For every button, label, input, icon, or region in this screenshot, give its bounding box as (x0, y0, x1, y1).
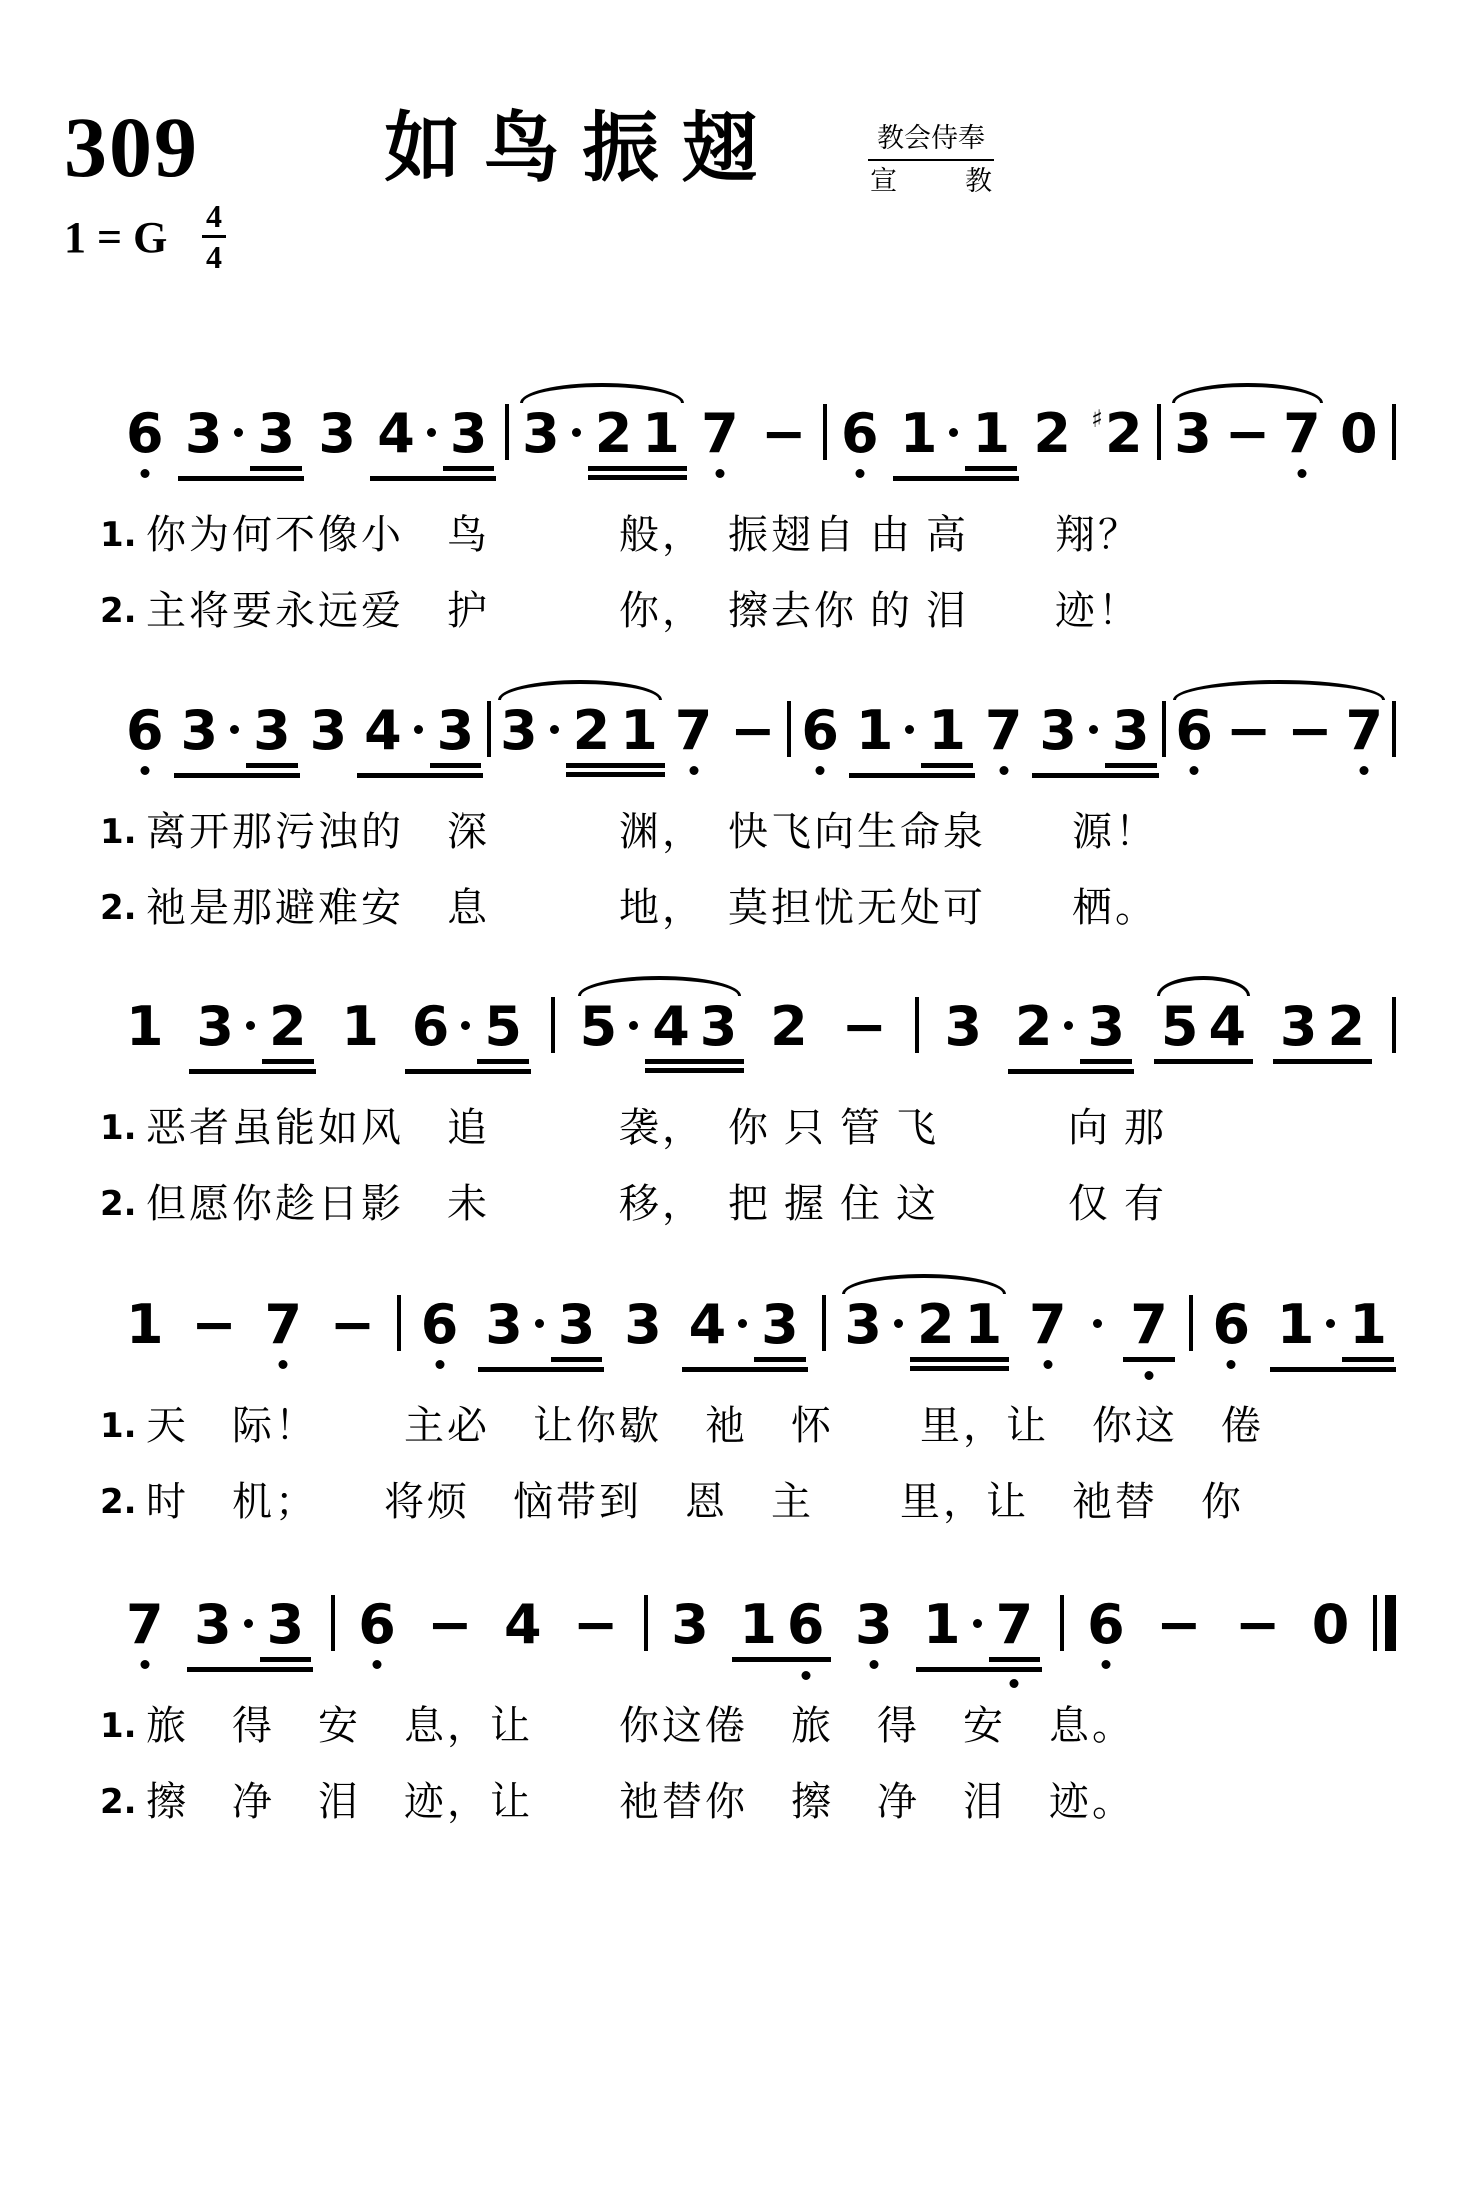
note-3: 3 (253, 699, 291, 762)
note-3: 3 (266, 1593, 305, 1656)
note-3: 3 (180, 699, 219, 762)
note-5: 5 (484, 995, 522, 1058)
barline (505, 404, 509, 460)
lyric-text: 但愿你趁日影 未 移， 把 握 住 这 仅 有 (146, 1181, 1167, 1226)
lyric-line-verse-1 (96, 1103, 1400, 1153)
beam-group (1342, 1293, 1394, 1362)
barline (915, 997, 919, 1053)
beam-group (246, 699, 298, 768)
slur-group (1170, 699, 1388, 762)
beam-group (732, 1593, 831, 1662)
beam-group (965, 402, 1017, 471)
category-label (868, 122, 994, 199)
beam-group (682, 1293, 808, 1372)
note-0: 0 (1311, 1593, 1350, 1656)
lyric-text: 旅 得 安 息，让 你这倦 旅 得 安 息。 (146, 1703, 1135, 1748)
note-7: 7 (1130, 1293, 1168, 1356)
note-7: 7 (1028, 1293, 1067, 1356)
note-1: 1 (341, 995, 379, 1058)
category-bottom-left: 宣 (870, 165, 897, 196)
note-2: 2 (1014, 995, 1053, 1058)
barline (487, 701, 491, 757)
note-1: 1 (620, 699, 658, 762)
note-5: 5 (579, 995, 618, 1058)
lyric-line-verse-2 (96, 1777, 1400, 1827)
lyric-text: 天 际！ 主必 让你歇 祂 怀 里，让 你这 倦 (146, 1403, 1264, 1448)
note-3: 3 (318, 402, 356, 465)
barline (1162, 701, 1166, 757)
beam-group (1273, 995, 1372, 1064)
barline (823, 404, 827, 460)
note-6: 6 (1175, 699, 1213, 762)
beam-group (754, 1293, 806, 1362)
lyric-line-verse-2 (96, 1477, 1400, 1527)
final-barline (1373, 1595, 1396, 1651)
beam-group (910, 1293, 1009, 1371)
note-3: 3 (761, 1293, 799, 1356)
note-3: 3 (557, 1293, 596, 1356)
lyric-line-verse-1 (96, 1401, 1400, 1451)
beam-group (1008, 995, 1134, 1074)
rhythm-dot-icon (1326, 1319, 1335, 1328)
page-title: 如 鸟 振 翅 (384, 107, 760, 191)
note-2: 2 (770, 995, 808, 1058)
beam-group (477, 995, 529, 1064)
beam-group (1270, 1293, 1396, 1372)
note-3: 3 (844, 1293, 882, 1356)
note-3: 3 (1174, 402, 1212, 465)
beam-group (645, 995, 744, 1073)
note-3: 3 (854, 1593, 893, 1656)
note-3: 3 (309, 699, 348, 762)
rhythm-dot-icon (427, 428, 436, 437)
note-3: 3 (485, 1293, 523, 1356)
music-system-1 (96, 396, 1400, 636)
rhythm-dot-icon (550, 725, 559, 734)
slur-group (839, 1293, 1009, 1371)
note-4: 4 (503, 1593, 542, 1656)
barline (1060, 1595, 1064, 1651)
barline (787, 701, 791, 757)
note-2: ♯2 (1091, 402, 1143, 465)
note-3: 3 (196, 995, 234, 1058)
beam-group (921, 699, 973, 768)
rhythm-dot-icon (535, 1319, 544, 1328)
beam-group (566, 699, 665, 777)
beam-group (1032, 699, 1158, 778)
slur-group (1154, 995, 1253, 1064)
category-bottom-right: 教 (965, 165, 992, 196)
note-1: 1 (923, 1593, 961, 1656)
note-7: 7 (984, 699, 1023, 762)
rhythm-dot-icon (738, 1319, 747, 1328)
lyric-line-verse-1 (96, 807, 1400, 857)
note-4: 4 (364, 699, 402, 762)
hymn-number: 309 (64, 99, 199, 195)
rhythm-dot-icon (244, 1619, 253, 1628)
note-0: 0 (1340, 402, 1378, 465)
lyric-text: 恶者虽能如风 追 袭， 你 只 管 飞 向 那 (146, 1105, 1167, 1150)
beam-group (405, 995, 531, 1074)
notation-line-5 (120, 1587, 1396, 1669)
slur-group (575, 995, 745, 1073)
verse-number: 1. (100, 1406, 137, 1446)
note-7: 7 (674, 699, 713, 762)
note-3: 3 (624, 1293, 662, 1356)
extension-dash: − (761, 402, 807, 465)
note-7: 7 (126, 1593, 164, 1656)
note-3: 3 (671, 1593, 709, 1656)
music-system-3 (96, 989, 1400, 1229)
beam-group (478, 1293, 604, 1372)
notation-line-2 (120, 693, 1396, 775)
note-6: 6 (411, 995, 450, 1058)
note-2: 2 (1033, 402, 1071, 465)
beam-group (551, 1293, 603, 1362)
music-system-4 (96, 1287, 1400, 1527)
note-1: 1 (899, 402, 938, 465)
note-1: 1 (855, 699, 894, 762)
beam-group (443, 402, 495, 471)
barline (331, 1595, 335, 1651)
note-6: 6 (420, 1293, 459, 1356)
rhythm-dot-icon (246, 1021, 255, 1030)
note-3: 3 (944, 995, 983, 1058)
extension-dash: − (1224, 402, 1271, 465)
barline (1189, 1295, 1193, 1351)
note-3: 3 (449, 402, 488, 465)
sharp-icon: ♯ (1091, 403, 1104, 433)
beam-group (357, 699, 483, 778)
beam-group (588, 402, 687, 480)
note-1: 1 (126, 995, 164, 1058)
note-3: 3 (699, 995, 738, 1058)
note-2: 2 (916, 1293, 955, 1356)
verse-number: 1. (100, 812, 137, 852)
music-system-2 (96, 693, 1400, 933)
slur-group (495, 699, 665, 777)
note-6: 6 (1087, 1593, 1125, 1656)
note-3: 3 (184, 402, 223, 465)
note-4: 4 (652, 995, 690, 1058)
extension-dash: − (191, 1293, 237, 1356)
barline (822, 1295, 826, 1351)
key-signature: 1 = G (64, 213, 168, 262)
beam-group (430, 699, 482, 768)
extension-dash: − (1234, 1593, 1281, 1656)
beam-group (178, 402, 304, 481)
note-5: 5 (1160, 995, 1199, 1058)
verse-number: 2. (100, 888, 137, 928)
note-3: 3 (436, 699, 475, 762)
barline (1392, 997, 1396, 1053)
extension-dash: − (329, 1293, 376, 1356)
note-3: 3 (1279, 995, 1318, 1058)
extension-dash: − (1287, 699, 1333, 762)
extension-dash: − (841, 995, 887, 1058)
rhythm-dot-icon (230, 725, 239, 734)
verse-number: 2. (100, 1482, 137, 1522)
note-4: 4 (377, 402, 415, 465)
note-6: 6 (126, 699, 164, 762)
lyric-line-verse-2 (96, 1179, 1400, 1229)
verse-number: 2. (100, 1184, 137, 1224)
beam-group (189, 995, 315, 1074)
rhythm-dot-icon (1089, 725, 1098, 734)
note-1: 1 (972, 402, 1011, 465)
note-3: 3 (1087, 995, 1126, 1058)
beam-group (370, 402, 496, 481)
beam-group (174, 699, 300, 778)
note-2: 2 (1327, 995, 1366, 1058)
category-top: 教会侍奉 (868, 122, 994, 161)
verse-number: 1. (100, 1108, 137, 1148)
lyric-line-verse-1 (96, 1701, 1400, 1751)
beam-group (250, 402, 302, 471)
barline (397, 1295, 401, 1351)
notation-line-4 (120, 1287, 1396, 1369)
extension-dash: − (1225, 699, 1272, 762)
extension-dash: − (1156, 1593, 1202, 1656)
note-6: 6 (358, 1593, 396, 1656)
note-3: 3 (194, 1593, 232, 1656)
note-1: 1 (739, 1593, 777, 1656)
rhythm-dot-icon (973, 1619, 982, 1628)
note-6: 6 (801, 699, 839, 762)
extension-dash: − (573, 1593, 619, 1656)
rhythm-dot-icon (1093, 1319, 1102, 1328)
beam-group (989, 1593, 1041, 1662)
note-6: 6 (126, 402, 164, 465)
lyric-text: 擦 净 泪 迹，让 祂替你 擦 净 泪 迹。 (146, 1779, 1135, 1824)
beam-group (849, 699, 975, 778)
note-3: 3 (522, 402, 560, 465)
note-6: 6 (840, 402, 879, 465)
barline (1392, 701, 1396, 757)
barline (551, 997, 555, 1053)
lyric-line-verse-1 (96, 510, 1400, 560)
barline (1392, 404, 1396, 460)
note-2: 2 (594, 402, 633, 465)
note-7: 7 (1283, 402, 1321, 465)
verse-number: 1. (100, 515, 137, 555)
slur-group (517, 402, 687, 480)
lyric-text: 主将要永远爱 护 你， 擦去你 的 泪 迹！ (146, 588, 1141, 633)
beam-group (1080, 995, 1132, 1064)
note-2: 2 (268, 995, 307, 1058)
note-2: 2 (572, 699, 611, 762)
rhythm-dot-icon (234, 428, 243, 437)
lyric-line-verse-2 (96, 586, 1400, 636)
rhythm-dot-icon (905, 725, 914, 734)
note-3: 3 (1039, 699, 1077, 762)
note-4: 4 (688, 1293, 727, 1356)
category-bottom (868, 161, 994, 199)
note-1: 1 (1349, 1293, 1387, 1356)
note-3: 3 (257, 402, 296, 465)
note-1: 1 (928, 699, 966, 762)
time-signature (196, 200, 232, 273)
lyric-text: 离开那污浊的 深 渊， 快飞向生命泉 源！ (146, 809, 1158, 854)
verse-number: 2. (100, 591, 137, 631)
note-1: 1 (126, 1293, 164, 1356)
notation-line-1 (120, 396, 1396, 478)
music-system-5 (96, 1587, 1400, 1827)
verse-number: 2. (100, 1782, 137, 1822)
beam-group (1105, 699, 1157, 768)
barline (1157, 404, 1161, 460)
rhythm-dot-icon (894, 1319, 903, 1328)
notation-line-3 (120, 989, 1396, 1071)
beam-group (260, 1593, 312, 1662)
note-1: 1 (642, 402, 680, 465)
extension-dash: − (427, 1593, 473, 1656)
rhythm-dot-icon (414, 725, 423, 734)
note-6: 6 (786, 1593, 825, 1656)
beam-group (187, 1593, 313, 1672)
note-4: 4 (1208, 995, 1247, 1058)
beam-group (262, 995, 314, 1064)
rhythm-dot-icon (949, 428, 958, 437)
note-3: 3 (500, 699, 538, 762)
rhythm-dot-icon (629, 1021, 638, 1030)
rhythm-dot-icon (461, 1021, 470, 1030)
note-7: 7 (1345, 699, 1384, 762)
extension-dash: − (730, 699, 776, 762)
lyric-text: 祂是那避难安 息 地， 莫担忧无处可 栖。 (146, 885, 1158, 930)
barline (644, 1595, 648, 1651)
beam-group (893, 402, 1019, 481)
slur-group (1169, 402, 1325, 465)
rhythm-dot-icon (572, 428, 581, 437)
note-7: 7 (264, 1293, 303, 1356)
verse-number: 1. (100, 1706, 137, 1746)
time-signature-numerator: 4 (202, 200, 226, 238)
note-7: 7 (995, 1593, 1034, 1656)
lyric-text: 你为何不像小 鸟 般， 振翅自 由 高 翔？ (146, 512, 1141, 557)
time-signature-denominator: 4 (206, 239, 222, 275)
note-6: 6 (1212, 1293, 1251, 1356)
note-1: 1 (964, 1293, 1003, 1356)
beam-group (916, 1593, 1042, 1672)
rhythm-dot-icon (1064, 1021, 1073, 1030)
lyric-text: 时 机； 将烦 恼带到 恩 主 里，让 祂替 你 (146, 1479, 1244, 1524)
beam-group (1123, 1293, 1175, 1362)
note-7: 7 (701, 402, 739, 465)
note-1: 1 (1276, 1293, 1315, 1356)
note-3: 3 (1111, 699, 1150, 762)
lyric-line-verse-2 (96, 883, 1400, 933)
